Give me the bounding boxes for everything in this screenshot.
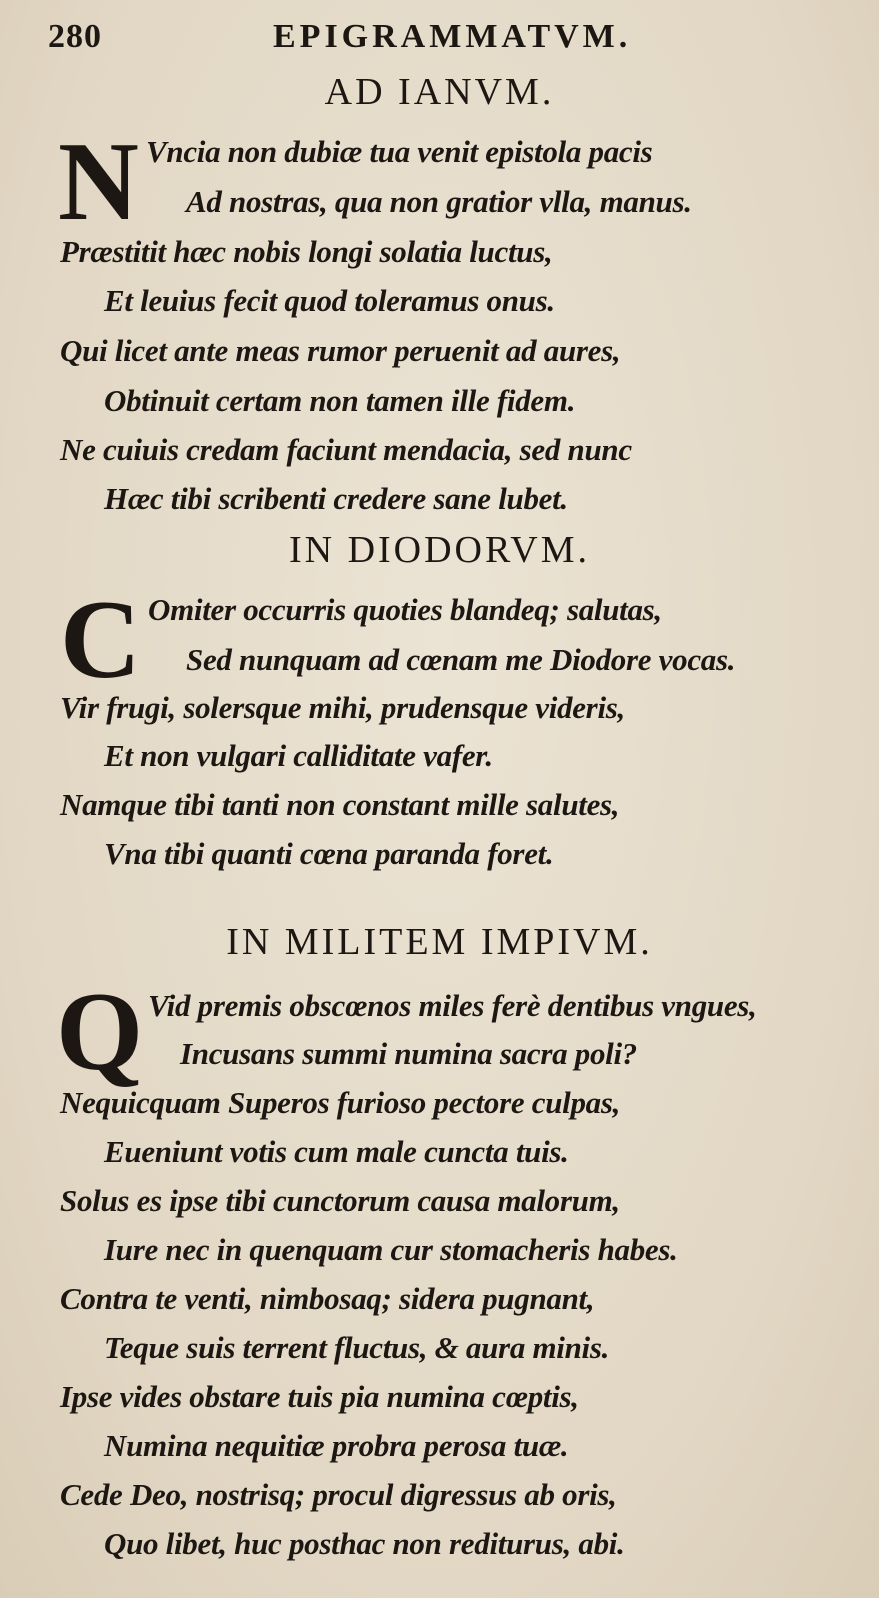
poem-title: IN MILITEM IMPIVM.: [226, 921, 653, 963]
poem-line-first: Omiter occurris quoties blandeq; salutas,: [148, 592, 662, 627]
poem-line: Hæc tibi scribenti credere sane lubet.: [104, 481, 568, 516]
poem-title: AD IANVM.: [324, 71, 555, 113]
poem-line: Vir frugi, solersque mihi, prudensque videris,: [60, 690, 625, 725]
running-header: [48, 14, 868, 60]
poem-line: Et non vulgari calliditate vafer.: [104, 738, 493, 773]
poem-line: Et leuius fecit quod toleramus onus.: [104, 283, 555, 318]
poem-line: Iure nec in quenquam cur stomacheris habes.: [104, 1232, 678, 1267]
poem-line: Eueniunt votis cum male cuncta tuis.: [104, 1134, 569, 1169]
running-head: EPIGRAMMATVM.: [273, 18, 632, 55]
poem-line: Ne cuiuis credam faciunt mendacia, sed nunc: [60, 432, 632, 467]
poem-line: Solus es ipse tibi cunctorum causa malorum,: [60, 1183, 620, 1218]
poem-line: Vna tibi quanti cœna paranda foret.: [104, 836, 554, 871]
poem-line: Ipse vides obstare tuis pia numina cœptis,: [60, 1379, 579, 1414]
poem-line: Quo libet, huc posthac non rediturus, abi.: [104, 1526, 625, 1561]
poem-line: Qui licet ante meas rumor peruenit ad aures,: [60, 333, 621, 368]
poem-line: Ad nostras, qua non gratior vlla, manus.: [186, 184, 692, 219]
drop-cap-initial: Q: [56, 970, 144, 1094]
poem-line: Teque suis terrent fluctus, & aura minis.: [104, 1330, 610, 1365]
poem-line-first: Vncia non dubiæ tua venit epistola pacis: [146, 134, 653, 169]
poem-line: Numina nequitiæ probra perosa tuæ.: [104, 1428, 569, 1463]
poem-line: Præstitit hæc nobis longi solatia luctus,: [60, 234, 553, 269]
poem-line: Contra te venti, nimbosaq; sidera pugnant,: [60, 1281, 595, 1316]
poem-line: Nequicquam Superos furioso pectore culpas,: [60, 1085, 621, 1120]
drop-cap-initial: C: [60, 578, 141, 702]
poem-line-first: Vid premis obscœnos miles ferè dentibus vngues,: [148, 988, 757, 1023]
poem-line: Namque tibi tanti non constant mille salutes,: [60, 787, 620, 822]
poem-line: Obtinuit certam non tamen ille fidem.: [104, 383, 576, 418]
poem-line: Incusans summi numina sacra poli?: [180, 1036, 637, 1071]
poem-line: Cede Deo, nostrisq; procul digressus ab oris,: [60, 1477, 617, 1512]
poem-title: IN DIODORVM.: [288, 529, 591, 571]
page-number: 280: [48, 18, 102, 55]
drop-cap-initial: N: [58, 120, 139, 244]
poem-line: Sed nunquam ad cœnam me Diodore vocas.: [186, 642, 736, 677]
